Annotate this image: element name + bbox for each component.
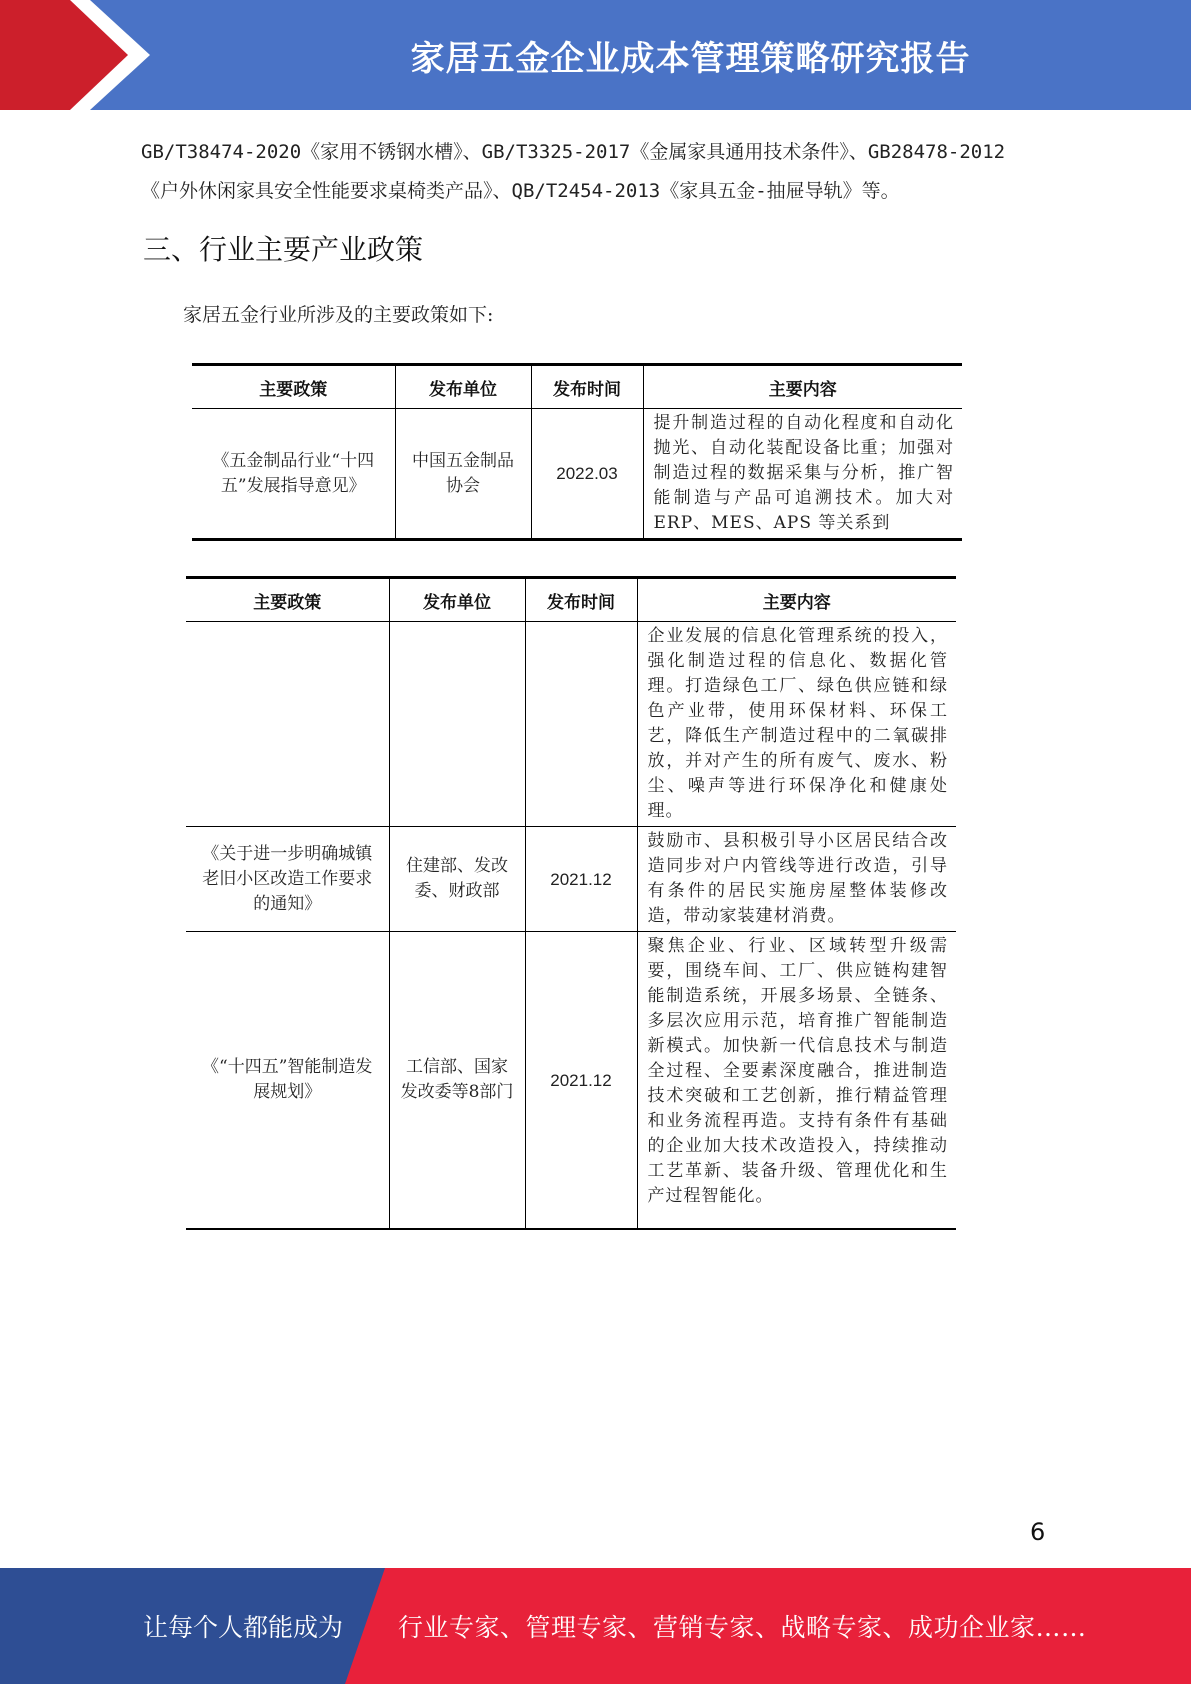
policy-name: 《关于进一步明确城镇老旧小区改造工作要求的通知》 [186,827,389,932]
policy-content: 企业发展的信息化管理系统的投入，强化制造过程的信息化、数据化管理。打造绿色工厂、绿色供应链和绿色产业带，使用环保材料、环保工艺，降低生产制造过程中的二氧碳排放，并对产生的所有废气、废水、粉尘、噪声等进行环保净化和健康处理。 [637,622,956,827]
policy-content: 鼓励市、县积极引导小区居民结合改造同步对户内管线等进行改造，引导有条件的居民实施房屋整体装修改造，带动家装建材消费。 [637,827,956,932]
page-footer [0,1568,1191,1684]
table-row [186,827,956,932]
policy-date: 2021.12 [525,932,637,1230]
header-chevron-decoration [0,0,160,110]
policy-date: 2021.12 [525,827,637,932]
col-header-content: 主要内容 [637,578,956,622]
policy-content: 提升制造过程的自动化程度和自动化抛光、自动化装配设备比重；加强对制造过程的数据采集与分析，推广智能制造与产品可追溯技术。加大对 ERP、MES、APS 等关系到 [643,409,962,540]
policy-date [525,622,637,827]
col-header-policy: 主要政策 [192,365,395,409]
policy-issuer: 中国五金制品协会 [395,409,531,540]
page-header [0,0,1191,110]
policy-issuer: 工信部、国家发改委等8部门 [389,932,525,1230]
page-number: 6 [1030,1518,1046,1546]
footer-slogan-right: 行业专家、管理专家、营销专家、战略专家、成功企业家…… [398,1613,1087,1642]
col-header-date: 发布时间 [531,365,643,409]
table-row [186,622,956,827]
table-header-row [186,578,956,622]
standards-line-1: GB/T38474-2020《家用不锈钢水槽》、GB/T3325-2017《金属家具通用技术条件》、GB28478-2012 [141,141,1006,163]
policy-date: 2022.03 [531,409,643,540]
footer-slogan-left: 让每个人都能成为 [143,1613,344,1642]
standards-line-2: 《户外休闲家具安全性能要求桌椅类产品》、QB/T2454-2013《家具五金-抽屉导轨》等。 [141,180,900,202]
policy-name: 《“十四五”智能制造发展规划》 [186,932,389,1230]
col-header-content: 主要内容 [643,365,962,409]
policy-table-2 [186,576,956,1230]
policy-issuer [389,622,525,827]
policy-issuer: 住建部、发改委、财政部 [389,827,525,932]
table-row [186,932,956,1230]
table-header-row [192,365,962,409]
policy-name [186,622,389,827]
col-header-date: 发布时间 [525,578,637,622]
col-header-issuer: 发布单位 [389,578,525,622]
intro-text: 家居五金行业所涉及的主要政策如下: [183,304,494,326]
report-title: 家居五金企业成本管理策略研究报告 [410,38,971,79]
col-header-policy: 主要政策 [186,578,389,622]
policy-table-1 [192,363,962,541]
policy-name: 《五金制品行业“十四五”发展指导意见》 [192,409,395,540]
section-heading: 三、行业主要产业政策 [143,233,424,266]
table-row [192,409,962,540]
policy-content: 聚焦企业、行业、区域转型升级需要，围绕车间、工厂、供应链构建智能制造系统，开展多场景、全链条、多层次应用示范，培育推广智能制造新模式。加快新一代信息技术与制造全过程、全要素深度融合，推进制造技术突破和工艺创新，推行精益管理和业务流程再造。支持有条件有基础的企业加大技术改造投入，持续推动工艺革新、装备升级、管理优化和生产过程智能化。 [637,932,956,1230]
col-header-issuer: 发布单位 [395,365,531,409]
